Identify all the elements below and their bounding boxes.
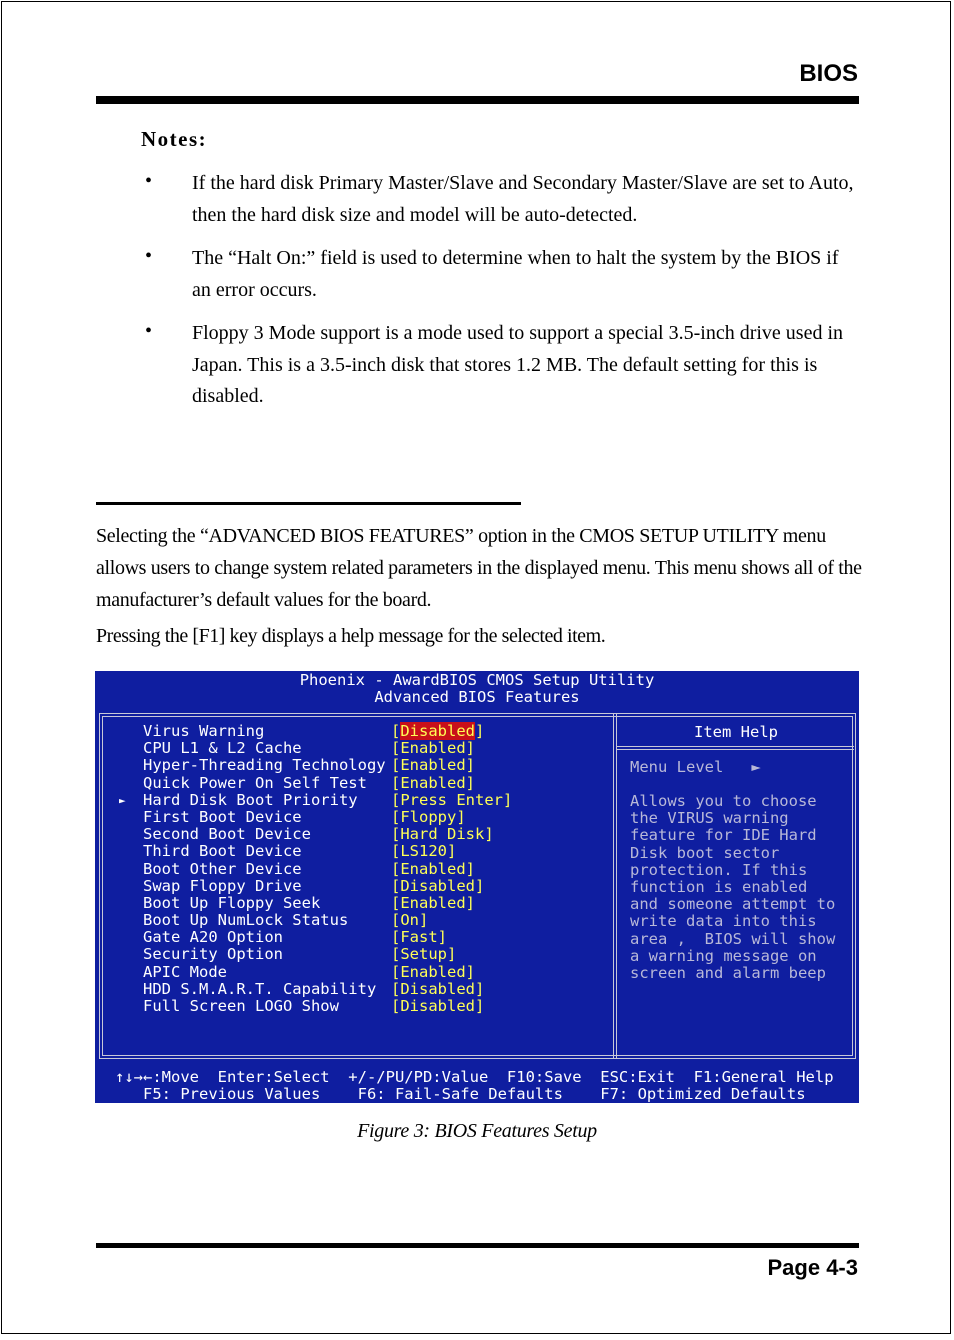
bracket-close: ]: [465, 773, 476, 792]
bracket-open: [: [391, 739, 401, 758]
bios-screenshot: [95, 671, 859, 1103]
bios-setting-value[interactable]: [391, 792, 512, 809]
bracket-open: [: [391, 773, 401, 792]
intro-paragraph-f1: Pressing the [F1] key displays a help message for the selected item.: [96, 625, 606, 647]
bios-setting-label: Hyper-Threading Technology: [143, 756, 386, 775]
bracket-open: [: [391, 790, 401, 809]
help-line: function is enabled: [630, 878, 808, 897]
bios-setting-value[interactable]: [391, 912, 428, 929]
header-title: BIOS: [799, 60, 858, 87]
bios-setting-value[interactable]: [391, 946, 456, 963]
bracket-open: [: [391, 807, 401, 826]
bracket-open: [: [391, 945, 401, 964]
bios-setting-value-text: Enabled: [400, 962, 466, 981]
bios-setting-label: Hard Disk Boot Priority: [143, 790, 358, 809]
bios-setting-label: Boot Up NumLock Status: [143, 911, 349, 930]
bios-panel-divider: [613, 714, 617, 1058]
bracket-close: ]: [465, 893, 476, 912]
bracket-close: ]: [465, 859, 476, 878]
bios-setting-label: Full Screen LOGO Show: [143, 997, 339, 1015]
bracket-open: [: [391, 893, 401, 912]
bracket-close: ]: [437, 928, 448, 947]
bracket-open: [: [391, 825, 401, 844]
help-title-divider: [616, 746, 854, 750]
bios-setting-value[interactable]: [391, 929, 447, 946]
bracket-close: ]: [419, 911, 429, 930]
bios-setting-value-text: Hard Disk: [400, 825, 485, 844]
bracket-open: [: [391, 722, 401, 740]
bios-setting-value-text: Disabled: [400, 876, 475, 895]
bracket-open: [: [391, 756, 401, 775]
notes-item: [141, 318, 856, 413]
help-line: Allows you to choose: [630, 792, 817, 810]
notes-item-text: Floppy 3 Mode support is a mode used to support a special 3.5-inch drive used in Japan. This is a 3.5-inch disk that stores 1.2 MB. The default setting for this is disabled.: [192, 322, 844, 407]
bracket-open: [: [391, 962, 401, 981]
help-line: feature for IDE Hard: [630, 826, 817, 845]
bracket-close: ]: [447, 842, 457, 861]
bios-setting-label: First Boot Device: [143, 807, 302, 826]
page-number: Page 4-3: [767, 1255, 858, 1280]
bios-setting-value-text: LS120: [400, 842, 448, 861]
help-line: protection. If this: [630, 860, 808, 879]
bios-setting-value-text: Floppy: [400, 807, 457, 826]
bios-setting-value[interactable]: [391, 895, 475, 912]
bracket-close: ]: [475, 979, 485, 998]
bios-setting-value-text: Setup: [400, 945, 448, 964]
bracket-open: [: [391, 859, 401, 878]
help-line: a warning message on: [630, 946, 817, 965]
bios-setting-value[interactable]: [391, 809, 466, 826]
figure-caption: Figure 3: BIOS Features Setup: [357, 1120, 597, 1142]
bracket-open: [: [391, 979, 401, 998]
bios-setting-value-text: Press Enter: [400, 790, 503, 809]
bios-setting-label: CPU L1 & L2 Cache: [143, 739, 302, 758]
bios-setting-value[interactable]: [391, 964, 475, 981]
bracket-close: ]: [447, 945, 457, 964]
bios-setting-value-text: Disabled: [400, 722, 475, 740]
bracket-close: ]: [503, 790, 513, 809]
bracket-close: ]: [465, 962, 476, 981]
bios-setting-label: HDD S.M.A.R.T. Capability: [143, 979, 377, 998]
item-help-title: Item Help: [694, 723, 778, 741]
bios-setting-label: Boot Other Device: [143, 859, 302, 878]
bios-setting-label: Second Boot Device: [143, 825, 311, 844]
bios-setting-value-text: Enabled: [400, 756, 466, 775]
bracket-open: [: [391, 911, 401, 930]
item-help-text: [630, 793, 852, 982]
bios-setting-label: Boot Up Floppy Seek: [143, 893, 321, 912]
bracket-close: ]: [475, 722, 485, 740]
bios-setting-value[interactable]: [391, 757, 475, 774]
bracket-open: [: [391, 842, 401, 861]
bios-setting-value[interactable]: [391, 723, 484, 740]
notes-item: [141, 243, 856, 306]
bios-setting-value-text: Fast: [400, 928, 438, 947]
bios-setting-value[interactable]: [391, 861, 475, 878]
help-line: Disk boot sector: [630, 843, 780, 862]
bios-setting-value[interactable]: [391, 998, 484, 1015]
bios-keys-line-1: ↑↓→←:Move Enter:Select +/-/PU/PD:Value F10:Save ESC:Exit F1:General Help: [115, 1068, 834, 1086]
intro-paragraph: Selecting the “ADVANCED BIOS FEATURES” option in the CMOS SETUP UTILITY menu allows users to change system related parameters in the displayed menu. This menu shows all of the manufacturer’s default values for the board.: [96, 525, 862, 611]
bios-setting-value-text: Disabled: [400, 997, 475, 1015]
bios-setting-value-text: Enabled: [400, 859, 466, 878]
bracket-close: ]: [484, 825, 494, 844]
help-line: the VIRUS warning: [630, 809, 789, 828]
notes-item: [141, 168, 856, 231]
bios-setting-value[interactable]: [391, 843, 456, 860]
bracket-close: ]: [465, 756, 476, 775]
bios-setting-label: Gate A20 Option: [143, 928, 283, 947]
bios-setting-label: Quick Power On Self Test: [143, 773, 367, 792]
bios-setting-label: APIC Mode: [143, 962, 227, 981]
help-line: write data into this: [630, 912, 817, 931]
bios-setting-value-text: Enabled: [400, 739, 466, 758]
bracket-close: ]: [465, 739, 476, 758]
bios-setting-label: Security Option: [143, 945, 283, 964]
bios-setting-value-text: Enabled: [400, 893, 466, 912]
notes-list: [141, 168, 856, 425]
bracket-open: [: [391, 876, 401, 895]
section-rule: [96, 502, 521, 505]
bios-setting-value[interactable]: [391, 981, 484, 998]
bios-setting-label: Virus Warning: [143, 722, 265, 740]
help-line: and someone attempt to: [630, 895, 836, 914]
menu-level: Menu Level ►: [630, 758, 761, 776]
bios-setting-value[interactable]: [391, 878, 484, 895]
bios-subtitle: Advanced BIOS Features: [374, 688, 580, 706]
bullet-icon: •: [145, 320, 153, 342]
bracket-close: ]: [475, 876, 485, 895]
bracket-open: [: [391, 997, 401, 1015]
notes-item-text: The “Halt On:” field is used to determine when to halt the system by the BIOS if an error occurs.: [192, 247, 839, 301]
bracket-close: ]: [456, 807, 466, 826]
bios-setting-value[interactable]: [391, 740, 475, 757]
bios-setting-value-text: Disabled: [400, 979, 475, 998]
bullet-icon: •: [145, 170, 153, 192]
bracket-open: [: [391, 928, 401, 947]
bios-setting-value[interactable]: [391, 826, 494, 843]
bios-setting-label: Third Boot Device: [143, 842, 302, 861]
notes-title: Notes:: [141, 127, 208, 151]
help-line: screen and alarm beep: [630, 964, 826, 983]
help-line: area , BIOS will show: [630, 929, 836, 948]
bullet-icon: •: [145, 245, 153, 267]
bios-setting-value[interactable]: [391, 775, 475, 792]
header-rule: [96, 96, 859, 104]
bios-setting-label: Swap Floppy Drive: [143, 876, 302, 895]
bios-setting-value-text: On: [400, 911, 420, 930]
bios-setting-value-text: Enabled: [400, 773, 466, 792]
notes-item-text: If the hard disk Primary Master/Slave and Secondary Master/Slave are set to Auto, then the hard disk size and model will be auto-detected.: [192, 172, 854, 226]
bracket-close: ]: [475, 997, 485, 1015]
submenu-arrow-icon: ►: [119, 793, 126, 807]
footer-rule: [96, 1243, 859, 1248]
bios-keys-line-2: F5: Previous Values F6: Fail-Safe Defaults F7: Optimized Defaults: [143, 1085, 806, 1103]
bios-title: Phoenix - AwardBIOS CMOS Setup Utility: [299, 671, 655, 689]
